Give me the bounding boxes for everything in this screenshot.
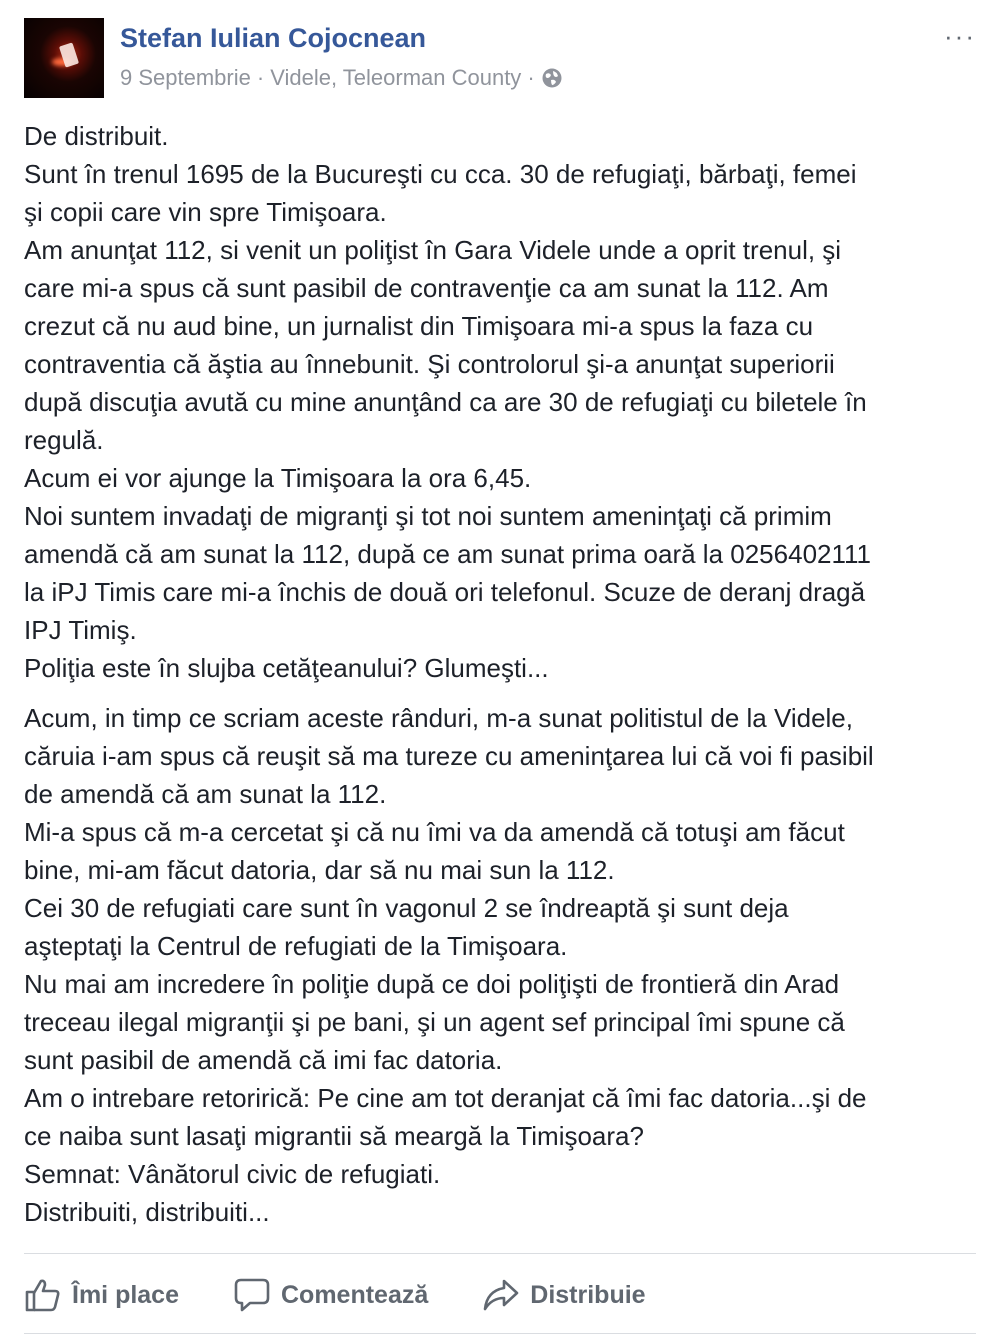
actions-divider-top [24,1253,976,1254]
post-paragraph: Am o intrebare retorirică: Pe cine am tot deranjat că îmi fac datoria...şi de ce naiba sunt lasaţi migrantii să meargă la Timişoara? [24,1083,867,1151]
more-options-icon[interactable]: ··· [944,21,976,51]
post-paragraph: Mi-a spus că m-a cercetat şi că nu îmi va da amendă că totuşi am făcut bine, mi-am făcut datoria, dar să nu mai sun la 112. [24,817,845,885]
post-paragraph: Sunt în trenul 1695 de la Bucureşti cu cca. 30 de refugiaţi, bărbaţi, femei şi copii care vin spre Timişoara. [24,159,857,227]
comment-label: Comentează [281,1280,429,1309]
post-paragraph: Cei 30 de refugiati care sunt în vagonul 2 se îndreaptă şi sunt deja aşteptaţi la Centrul de refugiati de la Timişoara. [24,893,789,961]
post-paragraph: Am anunţat 112, si venit un poliţist în Gara Videle unde a oprit trenul, şi care mi-a spus că sunt pasibil de contravenţie ca am sunat la 112. Am crezut că nu aud bine, un jurnalist din Timişoara mi-a spus la faza cu contraventia că ăştia au înnebunit. Şi controlorul şi-a anunţat superiorii după discuţia avută cu mine anunţând ca are 30 de refugiaţi cu biletele în regulă. [24,235,867,455]
avatar[interactable] [24,18,104,98]
share-button[interactable] [482,1277,645,1313]
thumbs-up-icon [24,1277,62,1313]
post-location[interactable]: Videle, Teleorman County [270,65,522,90]
share-icon [482,1277,520,1313]
author-name[interactable]: Stefan Iulian Cojocnean [120,23,427,53]
post-paragraph: Acum ei vor ajunge la Timişoara la ora 6,45. [24,463,532,493]
post-paragraph: De distribuit. [24,121,169,151]
post-paragraph: Nu mai am incredere în poliţie după ce doi poliţişti de frontieră din Arad treceau ilegal migranţii şi pe bani, şi un agent sef principal îmi spune că sunt pasibil de amendă că imi fac datoria. [24,969,845,1075]
meta-separator-2: · [527,65,535,90]
like-button[interactable] [24,1277,179,1313]
post-paragraph: Semnat: Vânătorul civic de refugiati. [24,1159,441,1189]
post-body [24,117,984,1231]
post-paragraph: Noi suntem invadaţi de migranţi şi tot noi suntem ameninţaţi că primim amendă că am sunat la 112, după ce am sunat prima oară la 0256402111 la iPJ Timis care mi-a închis de două ori telefonul. Scuze de deranj dragă IPJ Timiş. [24,501,872,645]
post-meta [120,65,563,91]
globe-icon[interactable] [541,67,563,89]
comment-icon [233,1277,271,1313]
post-paragraph: Distribuiti, distribuiti... [24,1197,270,1227]
post-actions [24,1268,976,1322]
post-date[interactable]: 9 Septembrie [120,65,251,90]
share-label: Distribuie [530,1280,646,1309]
post-header [24,18,976,98]
meta-separator: · [256,65,265,90]
like-label: Îmi place [72,1280,179,1309]
post-paragraph: Poliţia este în slujba cetăţeanului? Glumeşti... [24,653,549,683]
post-paragraph: Acum, in timp ce scriam aceste rânduri, m-a sunat politistul de la Videle, căruia i-am spus că reuşit să ma tureze cu ameninţarea lui că voi fi pasibil de amendă că am sunat la 112. [24,703,874,809]
actions-divider-bottom [24,1333,976,1334]
comment-button[interactable] [233,1277,428,1313]
